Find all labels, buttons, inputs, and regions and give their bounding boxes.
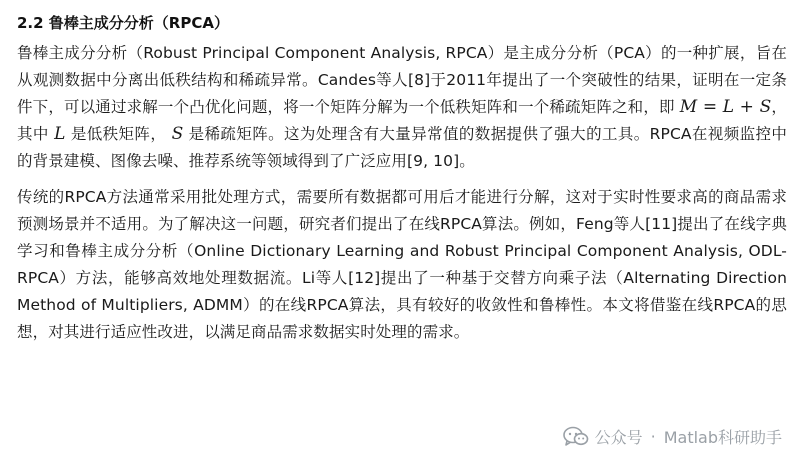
watermark-source: 公众号 — [594, 428, 643, 447]
watermark — [559, 425, 782, 448]
paragraph-text: 是低秩矩阵， — [65, 125, 172, 143]
document-body — [17, 0, 787, 346]
section-heading: 2.2 鲁棒主成分分析（RPCA） — [17, 14, 229, 32]
paragraph-rpca-intro — [17, 40, 787, 175]
math-variable-l: L — [54, 124, 66, 144]
paragraph-online-rpca: 传统的RPCA方法通常采用批处理方式，需要所有数据都可用后才能进行分解，这对于实时性要求高的商品需求预测场景并不适用。为了解决这一问题，研究者们提出了在线RPCA算法。例如，Feng等人[11]提出了在线字典学习和鲁棒主成分分析（Online Dictionary Learning and Robust Principal Component Analysis, ODL-RPCA）方法，能够高效地处理数据流。Li等人[12]提出了一种基于交替方向乘子法（Alternating Direction Method of Multipliers, ADMM）的在线RPCA算法，具有较好的收敛性和鲁棒性。本文将借鉴在线RPCA的思想，对其进行适应性改进，以满足商品需求数据实时处理的需求。 — [17, 188, 787, 341]
paragraph-text: ，其中 — [17, 98, 788, 143]
watermark-account: Matlab科研助手 — [663, 428, 782, 447]
watermark-separator: · — [650, 427, 656, 446]
math-variable-s: S — [171, 124, 184, 144]
math-equation: M = L + S — [679, 97, 772, 117]
paragraph-text: 是稀疏矩阵。这为处理含有大量异常值的数据提供了强大的工具。RPCA在视频监控中的背景建模、图像去噪、推荐系统等领域得到了广泛应用[9, 10]。 — [17, 125, 787, 170]
wechat-icon — [563, 426, 589, 448]
paragraph-text: 鲁棒主成分分析（Robust Principal Component Analysis, RPCA）是主成分分析（PCA）的一种扩展，旨在从观测数据中分离出低秩结构和稀疏异常。Candes等人[8]于2011年提出了一个突破性的结果，证明在一定条件下，可以通过求解一个凸优化问题，将一个矩阵分解为一个低秩矩阵和一个稀疏矩阵之和，即 — [17, 44, 787, 116]
